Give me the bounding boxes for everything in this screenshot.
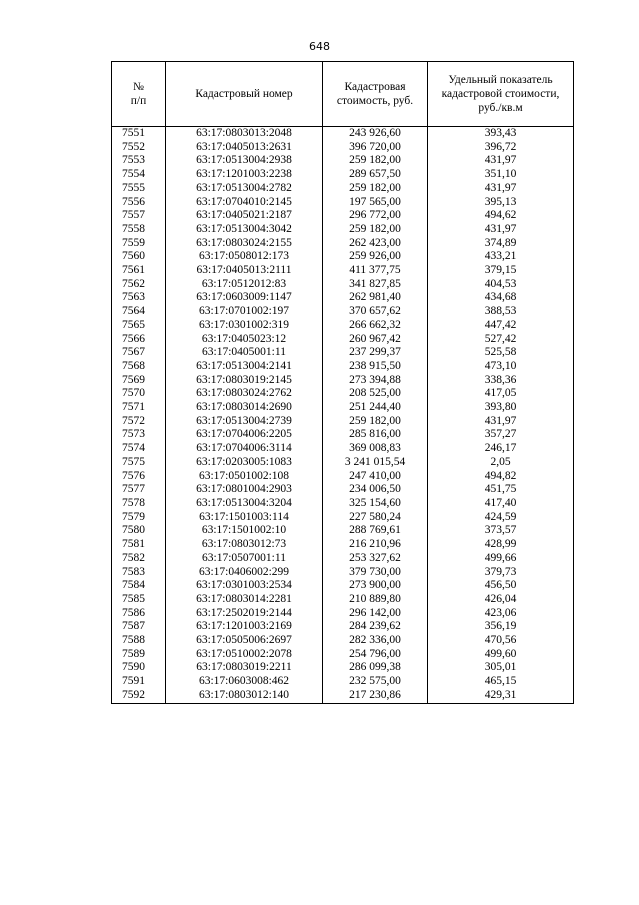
cadastral-table-container xyxy=(111,61,560,704)
cell-specific-index: 431,97 xyxy=(428,182,574,196)
cell-specific-index: 451,75 xyxy=(428,483,574,497)
cell-specific-index: 525,58 xyxy=(428,346,574,360)
table-row xyxy=(112,579,574,593)
table-row xyxy=(112,168,574,182)
table-row xyxy=(112,319,574,333)
table-row xyxy=(112,428,574,442)
cell-specific-index: 393,43 xyxy=(428,127,574,141)
cell-specific-index: 356,19 xyxy=(428,620,574,634)
cell-specific-index: 373,57 xyxy=(428,524,574,538)
cell-specific-index: 434,68 xyxy=(428,291,574,305)
cell-num: 7571 xyxy=(112,401,166,415)
cell-specific-index: 395,13 xyxy=(428,196,574,210)
cell-cadastral-value: 234 006,50 xyxy=(323,483,428,497)
table-row xyxy=(112,538,574,552)
cell-cadastral-value: 259 182,00 xyxy=(323,223,428,237)
cell-specific-index: 417,40 xyxy=(428,497,574,511)
cell-specific-index: 433,21 xyxy=(428,250,574,264)
cell-num: 7577 xyxy=(112,483,166,497)
cell-num: 7589 xyxy=(112,648,166,662)
cell-cadastral-number: 63:17:0405001:11 xyxy=(166,346,323,360)
table-row xyxy=(112,196,574,210)
cell-cadastral-number: 63:17:0704006:3114 xyxy=(166,442,323,456)
cell-num: 7568 xyxy=(112,360,166,374)
header-cadastral-number xyxy=(166,62,323,127)
table-row xyxy=(112,456,574,470)
page-number: 648 xyxy=(309,40,330,53)
cell-cadastral-value: 259 182,00 xyxy=(323,182,428,196)
cell-cadastral-number: 63:17:0513004:3204 xyxy=(166,497,323,511)
cell-specific-index: 305,01 xyxy=(428,661,574,675)
cell-num: 7581 xyxy=(112,538,166,552)
cell-num: 7575 xyxy=(112,456,166,470)
cell-cadastral-value: 251 244,40 xyxy=(323,401,428,415)
cell-num: 7576 xyxy=(112,470,166,484)
cell-cadastral-value: 247 410,00 xyxy=(323,470,428,484)
cell-cadastral-value: 282 336,00 xyxy=(323,634,428,648)
cell-num: 7573 xyxy=(112,428,166,442)
cell-cadastral-number: 63:17:0704010:2145 xyxy=(166,196,323,210)
cell-cadastral-value: 266 662,32 xyxy=(323,319,428,333)
cell-num: 7583 xyxy=(112,566,166,580)
cell-cadastral-value: 237 299,37 xyxy=(323,346,428,360)
cell-cadastral-number: 63:17:2502019:2144 xyxy=(166,607,323,621)
cell-cadastral-value: 260 967,42 xyxy=(323,333,428,347)
cell-num: 7585 xyxy=(112,593,166,607)
header-cadastral-value xyxy=(323,62,428,127)
cell-specific-index: 379,73 xyxy=(428,566,574,580)
header-cadastral-number-label: Кадастровый номер xyxy=(195,88,293,100)
cell-cadastral-number: 63:17:1201003:2238 xyxy=(166,168,323,182)
cell-num: 7559 xyxy=(112,237,166,251)
cell-num: 7557 xyxy=(112,209,166,223)
table-row xyxy=(112,141,574,155)
cell-num: 7580 xyxy=(112,524,166,538)
cell-num: 7587 xyxy=(112,620,166,634)
cell-specific-index: 431,97 xyxy=(428,154,574,168)
cell-cadastral-number: 63:17:0507001:11 xyxy=(166,552,323,566)
table-header xyxy=(112,62,574,127)
table-body xyxy=(112,127,574,704)
header-specific-index xyxy=(428,62,574,127)
cell-cadastral-value: 254 796,00 xyxy=(323,648,428,662)
cell-num: 7582 xyxy=(112,552,166,566)
table-row xyxy=(112,415,574,429)
cell-num: 7586 xyxy=(112,607,166,621)
cell-cadastral-number: 63:17:0803013:2048 xyxy=(166,127,323,141)
table-row xyxy=(112,209,574,223)
cell-num: 7591 xyxy=(112,675,166,689)
cell-cadastral-value: 227 580,24 xyxy=(323,511,428,525)
cell-cadastral-value: 284 239,62 xyxy=(323,620,428,634)
table-row xyxy=(112,552,574,566)
cell-specific-index: 431,97 xyxy=(428,223,574,237)
cell-num: 7590 xyxy=(112,661,166,675)
table-row xyxy=(112,387,574,401)
header-specific-index-label: Удельный показатель кадастровой стоимости, руб./кв.м xyxy=(441,74,560,114)
cell-specific-index: 431,97 xyxy=(428,415,574,429)
table-row xyxy=(112,675,574,689)
cell-cadastral-value: 288 769,61 xyxy=(323,524,428,538)
cell-num: 7588 xyxy=(112,634,166,648)
cell-cadastral-number: 63:17:0603009:1147 xyxy=(166,291,323,305)
cell-cadastral-number: 63:17:0704006:2205 xyxy=(166,428,323,442)
cell-specific-index: 456,50 xyxy=(428,579,574,593)
cell-cadastral-value: 296 142,00 xyxy=(323,607,428,621)
table-row xyxy=(112,483,574,497)
cell-cadastral-value: 289 657,50 xyxy=(323,168,428,182)
cell-cadastral-number: 63:17:0513004:2141 xyxy=(166,360,323,374)
cell-cadastral-value: 370 657,62 xyxy=(323,305,428,319)
table-row xyxy=(112,291,574,305)
cell-specific-index: 494,62 xyxy=(428,209,574,223)
cell-specific-index: 494,82 xyxy=(428,470,574,484)
table-row xyxy=(112,154,574,168)
cell-cadastral-value: 3 241 015,54 xyxy=(323,456,428,470)
table-row xyxy=(112,524,574,538)
cell-num: 7579 xyxy=(112,511,166,525)
table-row xyxy=(112,182,574,196)
cell-cadastral-number: 63:17:0505006:2697 xyxy=(166,634,323,648)
cell-cadastral-value: 379 730,00 xyxy=(323,566,428,580)
cell-cadastral-value: 253 327,62 xyxy=(323,552,428,566)
cell-cadastral-number: 63:17:0405013:2111 xyxy=(166,264,323,278)
cell-cadastral-value: 259 182,00 xyxy=(323,415,428,429)
cell-num: 7553 xyxy=(112,154,166,168)
cell-specific-index: 499,60 xyxy=(428,648,574,662)
cell-num: 7584 xyxy=(112,579,166,593)
cell-cadastral-number: 63:17:0803019:2145 xyxy=(166,374,323,388)
cell-cadastral-value: 411 377,75 xyxy=(323,264,428,278)
header-cadastral-value-label: Кадастровая стоимость, руб. xyxy=(336,81,414,107)
cell-cadastral-number: 63:17:0803014:2281 xyxy=(166,593,323,607)
cell-num: 7567 xyxy=(112,346,166,360)
cell-num: 7578 xyxy=(112,497,166,511)
cell-cadastral-value: 216 210,96 xyxy=(323,538,428,552)
cell-cadastral-value: 217 230,86 xyxy=(323,689,428,703)
table-row xyxy=(112,620,574,634)
cell-cadastral-number: 63:17:0513004:2938 xyxy=(166,154,323,168)
table-row xyxy=(112,333,574,347)
cell-cadastral-number: 63:17:0803019:2211 xyxy=(166,661,323,675)
cell-cadastral-number: 63:17:0203005:1083 xyxy=(166,456,323,470)
cell-cadastral-value: 259 926,00 xyxy=(323,250,428,264)
cell-cadastral-value: 232 575,00 xyxy=(323,675,428,689)
cell-specific-index: 379,15 xyxy=(428,264,574,278)
cell-specific-index: 393,80 xyxy=(428,401,574,415)
cell-num: 7572 xyxy=(112,415,166,429)
table-row xyxy=(112,305,574,319)
cell-specific-index: 388,53 xyxy=(428,305,574,319)
table-row xyxy=(112,401,574,415)
table-row xyxy=(112,648,574,662)
cell-cadastral-number: 63:17:0512012:83 xyxy=(166,278,323,292)
cell-cadastral-number: 63:17:0301003:2534 xyxy=(166,579,323,593)
cell-specific-index: 404,53 xyxy=(428,278,574,292)
cell-num: 7566 xyxy=(112,333,166,347)
table-row xyxy=(112,346,574,360)
cell-specific-index: 374,89 xyxy=(428,237,574,251)
cell-specific-index: 447,42 xyxy=(428,319,574,333)
table-row xyxy=(112,250,574,264)
cell-cadastral-number: 63:17:0405023:12 xyxy=(166,333,323,347)
header-num-label: № п/п xyxy=(130,81,147,107)
cell-num: 7564 xyxy=(112,305,166,319)
cell-cadastral-number: 63:17:0803012:140 xyxy=(166,689,323,703)
cell-cadastral-value: 273 394,88 xyxy=(323,374,428,388)
cell-cadastral-value: 262 423,00 xyxy=(323,237,428,251)
header-row xyxy=(112,62,574,127)
cell-specific-index: 499,66 xyxy=(428,552,574,566)
cell-cadastral-number: 63:17:0510002:2078 xyxy=(166,648,323,662)
cell-cadastral-number: 63:17:0405013:2631 xyxy=(166,141,323,155)
cell-cadastral-number: 63:17:1501002:10 xyxy=(166,524,323,538)
cell-specific-index: 424,59 xyxy=(428,511,574,525)
cell-cadastral-number: 63:17:0603008:462 xyxy=(166,675,323,689)
cell-cadastral-value: 259 182,00 xyxy=(323,154,428,168)
cell-specific-index: 527,42 xyxy=(428,333,574,347)
table-row xyxy=(112,689,574,703)
cell-specific-index: 473,10 xyxy=(428,360,574,374)
cell-specific-index: 470,56 xyxy=(428,634,574,648)
cell-cadastral-value: 286 099,38 xyxy=(323,661,428,675)
cell-cadastral-number: 63:17:0501002:108 xyxy=(166,470,323,484)
cell-specific-index: 428,99 xyxy=(428,538,574,552)
table-row xyxy=(112,470,574,484)
cell-specific-index: 426,04 xyxy=(428,593,574,607)
cell-num: 7552 xyxy=(112,141,166,155)
table-row xyxy=(112,566,574,580)
cell-cadastral-value: 396 720,00 xyxy=(323,141,428,155)
table-row xyxy=(112,360,574,374)
table-row xyxy=(112,497,574,511)
cell-num: 7555 xyxy=(112,182,166,196)
table-row xyxy=(112,127,574,141)
cell-specific-index: 417,05 xyxy=(428,387,574,401)
cell-cadastral-number: 63:17:0701002:197 xyxy=(166,305,323,319)
cell-cadastral-value: 208 525,00 xyxy=(323,387,428,401)
cell-cadastral-value: 197 565,00 xyxy=(323,196,428,210)
cell-cadastral-value: 341 827,85 xyxy=(323,278,428,292)
cell-num: 7574 xyxy=(112,442,166,456)
cell-specific-index: 396,72 xyxy=(428,141,574,155)
cell-specific-index: 423,06 xyxy=(428,607,574,621)
cell-cadastral-value: 369 008,83 xyxy=(323,442,428,456)
table-row xyxy=(112,634,574,648)
table-row xyxy=(112,593,574,607)
cell-cadastral-number: 63:17:1201003:2169 xyxy=(166,620,323,634)
cell-cadastral-value: 262 981,40 xyxy=(323,291,428,305)
cell-specific-index: 338,36 xyxy=(428,374,574,388)
cell-cadastral-number: 63:17:0508012:173 xyxy=(166,250,323,264)
cell-cadastral-value: 210 889,80 xyxy=(323,593,428,607)
table-row xyxy=(112,442,574,456)
cell-specific-index: 2,05 xyxy=(428,456,574,470)
table-row xyxy=(112,511,574,525)
cell-num: 7551 xyxy=(112,127,166,141)
header-num xyxy=(112,62,166,127)
cell-num: 7569 xyxy=(112,374,166,388)
cell-num: 7560 xyxy=(112,250,166,264)
cell-cadastral-number: 63:17:0513004:2739 xyxy=(166,415,323,429)
cell-specific-index: 351,10 xyxy=(428,168,574,182)
cell-cadastral-number: 63:17:0803024:2762 xyxy=(166,387,323,401)
table-row xyxy=(112,223,574,237)
table-row xyxy=(112,237,574,251)
cell-cadastral-value: 273 900,00 xyxy=(323,579,428,593)
cell-cadastral-number: 63:17:0405021:2187 xyxy=(166,209,323,223)
cadastral-table xyxy=(111,61,574,704)
cell-num: 7562 xyxy=(112,278,166,292)
table-row xyxy=(112,661,574,675)
cell-num: 7565 xyxy=(112,319,166,333)
cell-num: 7592 xyxy=(112,689,166,703)
cell-cadastral-value: 238 915,50 xyxy=(323,360,428,374)
table-row xyxy=(112,607,574,621)
cell-num: 7563 xyxy=(112,291,166,305)
cell-num: 7554 xyxy=(112,168,166,182)
table-row xyxy=(112,374,574,388)
table-row xyxy=(112,278,574,292)
cell-cadastral-value: 285 816,00 xyxy=(323,428,428,442)
table-row xyxy=(112,264,574,278)
cell-specific-index: 357,27 xyxy=(428,428,574,442)
cell-cadastral-number: 63:17:0406002:299 xyxy=(166,566,323,580)
cell-cadastral-value: 325 154,60 xyxy=(323,497,428,511)
cell-cadastral-number: 63:17:0513004:2782 xyxy=(166,182,323,196)
cell-cadastral-number: 63:17:0803012:73 xyxy=(166,538,323,552)
cell-specific-index: 465,15 xyxy=(428,675,574,689)
cell-cadastral-number: 63:17:0801004:2903 xyxy=(166,483,323,497)
cell-num: 7558 xyxy=(112,223,166,237)
cell-cadastral-value: 296 772,00 xyxy=(323,209,428,223)
cell-cadastral-value: 243 926,60 xyxy=(323,127,428,141)
cell-num: 7561 xyxy=(112,264,166,278)
cell-cadastral-number: 63:17:0301002:319 xyxy=(166,319,323,333)
cell-cadastral-number: 63:17:1501003:114 xyxy=(166,511,323,525)
cell-cadastral-number: 63:17:0803024:2155 xyxy=(166,237,323,251)
cell-specific-index: 246,17 xyxy=(428,442,574,456)
cell-num: 7570 xyxy=(112,387,166,401)
cell-specific-index: 429,31 xyxy=(428,689,574,703)
cell-num: 7556 xyxy=(112,196,166,210)
cell-cadastral-number: 63:17:0803014:2690 xyxy=(166,401,323,415)
cell-cadastral-number: 63:17:0513004:3042 xyxy=(166,223,323,237)
